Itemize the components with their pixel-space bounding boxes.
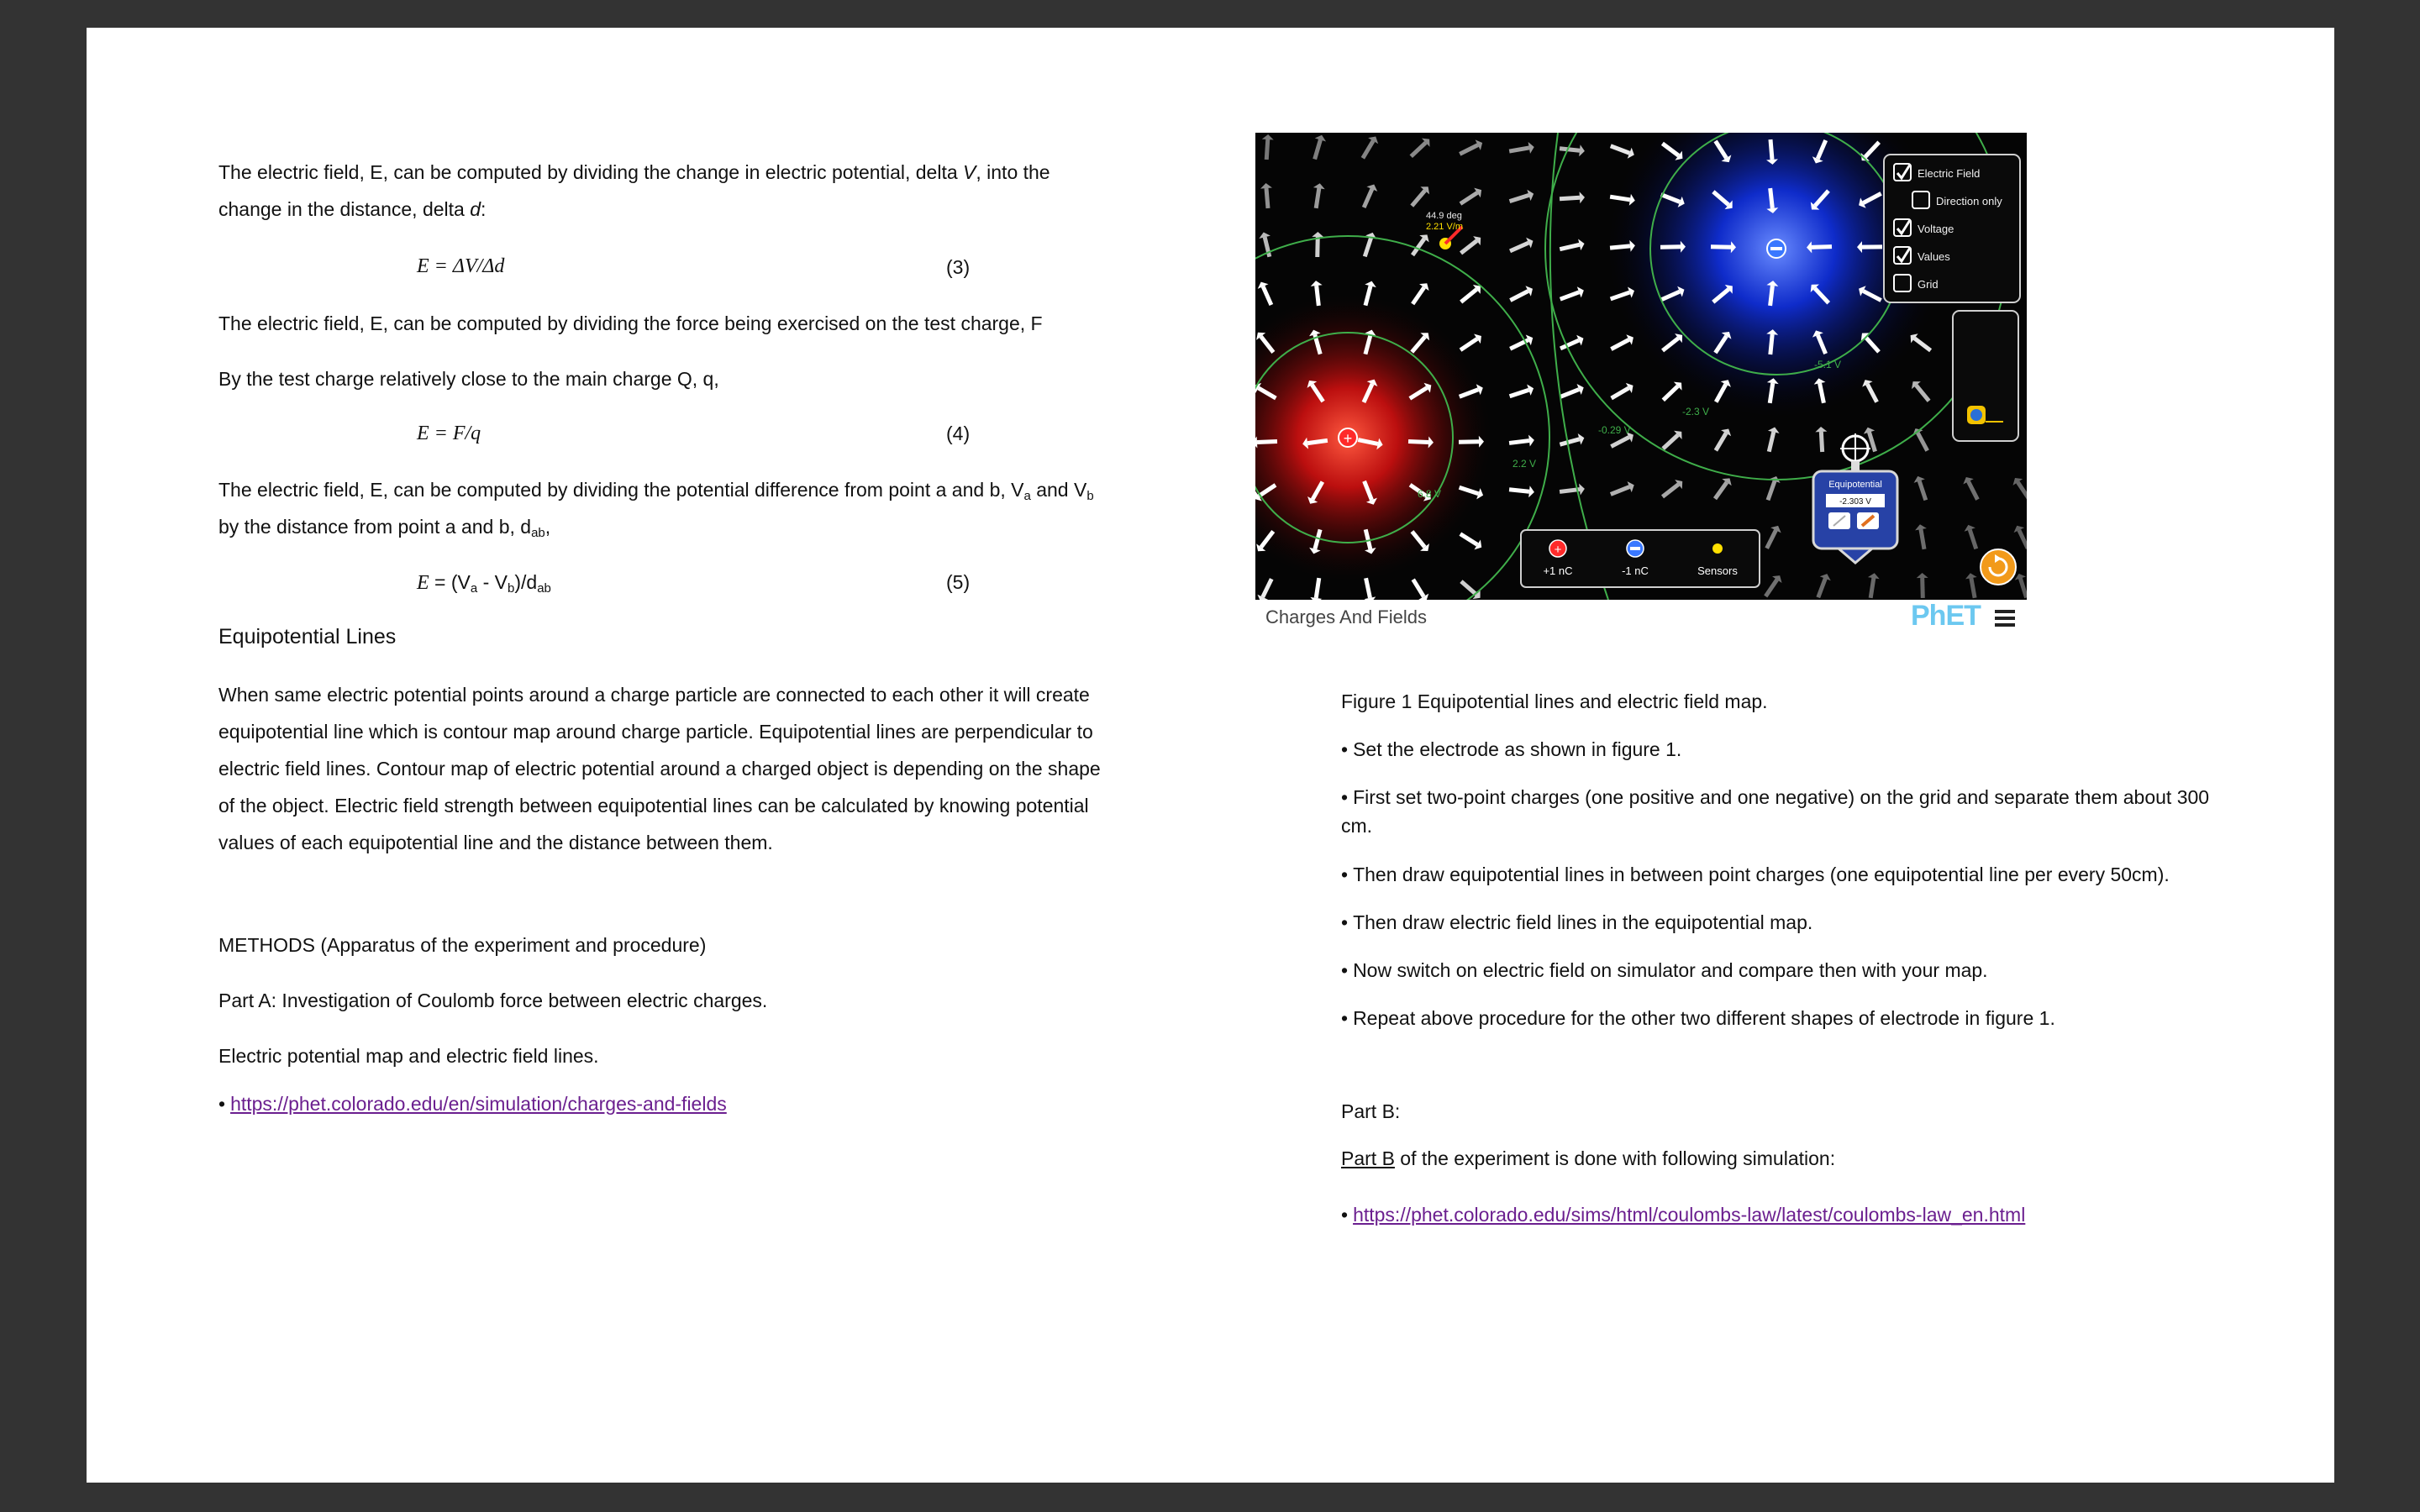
figure-caption: Figure 1 Equipotential lines and electric field map.: [1341, 690, 1768, 712]
field-arrow: [1821, 432, 1822, 452]
field-arrow: [1812, 247, 1832, 248]
voltage-label: -5.1 V: [1814, 359, 1842, 370]
paragraph-test-charge: By the test charge relatively close to the main charge Q, q,: [218, 368, 719, 390]
minus-charge-icon-sign: [1630, 547, 1640, 550]
voltage-label: 2.2 V: [1512, 458, 1537, 470]
checkbox-label: Direction only: [1936, 195, 2002, 207]
field-arrow: [1770, 139, 1772, 160]
simulation-canvas: [1255, 133, 2027, 600]
checkbox-label: Grid: [1918, 278, 1939, 291]
field-arrow: [1660, 247, 1681, 248]
part-a-heading: Part A: Investigation of Coulomb force between electric charges.: [218, 990, 768, 1011]
charge-toolbox: [1521, 530, 1760, 587]
paragraph-potential-diff-line2: by the distance from point a and b, $d_{ab}$,: [218, 516, 551, 540]
link-list-item: [1341, 1204, 2025, 1226]
voltage-label: -2.3 V: [1682, 406, 1710, 417]
link-list-item: [218, 1093, 727, 1116]
field-arrow: [1770, 188, 1773, 208]
bullet-item-continuation: cm.: [1341, 815, 1373, 837]
field-arrow: [1266, 139, 1268, 160]
part-b-heading: Part B:: [1341, 1100, 1401, 1122]
checkbox-label: Values: [1918, 250, 1950, 263]
field-arrow: [1316, 578, 1319, 598]
plus-charge-icon-sign: +: [1554, 543, 1562, 557]
charges-and-fields-simulation: [1255, 133, 2027, 600]
field-arrow: [1307, 440, 1328, 443]
equipotential-paragraph-line: values of each equipotential line and the distance between them.: [218, 832, 773, 853]
equipotential-title: Equipotential: [1828, 480, 1882, 490]
charges-and-fields-link[interactable]: https://phet.colorado.edu/en/simulation/charges-and-fields: [230, 1093, 727, 1115]
field-arrow: [1560, 149, 1580, 150]
field-arrow: [1266, 188, 1268, 208]
field-arrow: [1770, 383, 1773, 403]
voltage-label: 6.8 V: [1418, 488, 1442, 500]
paragraph-force: The electric field, E, can be computed by dividing the force being exercised on the test charge, F: [218, 312, 1043, 334]
heading-equipotential-lines: Equipotential Lines: [218, 625, 397, 648]
checkbox-label: Electric Field: [1918, 167, 1981, 180]
bullet-item: • Then draw electric field lines in the equipotential map.: [1341, 911, 1812, 934]
bullet-item: • Now switch on electric field on simulator and compare then with your map.: [1341, 959, 1988, 982]
sensor-toolbox-icon[interactable]: [1712, 543, 1723, 554]
sensor-angle: 44.9 deg: [1426, 211, 1462, 221]
field-arrow: [1317, 286, 1319, 306]
field-arrow: [1610, 246, 1630, 248]
phet-logo[interactable]: PhET: [1911, 600, 1981, 632]
checkbox[interactable]: [1894, 275, 1911, 291]
simulation-title-bar: [1255, 600, 2027, 633]
field-arrow: [1509, 441, 1529, 444]
equation-3-number: (3): [946, 256, 971, 278]
equation-5: $E = (V_a - V_b)/d_{ab}$: [417, 571, 551, 596]
paragraph-potential-diff-line1: The electric field, E, can be computed by dividing the potential difference from point a and b, $V_a$ and $V_b$: [218, 479, 1094, 503]
bullet-item: • First set two-point charges (one positive and one negative) on the grid and separate them about 300: [1341, 786, 2209, 809]
checkbox[interactable]: [1912, 192, 1929, 208]
map-title: Electric potential map and electric field lines.: [218, 1045, 599, 1067]
field-arrow: [1711, 247, 1731, 248]
methods-heading: METHODS (Apparatus of the experiment and procedure): [218, 934, 707, 956]
minus-charge-label: -1 nC: [1622, 564, 1649, 577]
field-arrow: [1459, 442, 1479, 443]
field-arrow: [1257, 441, 1277, 442]
paragraph-delta-v-line2: change in the distance, delta d:: [218, 198, 487, 220]
bullet-item: • Repeat above procedure for the other two different shapes of electrode in figure 1.: [1341, 1007, 2055, 1030]
equipotential-paragraph-line: of the object. Electric field strength between equipotential lines can be calculated by knowing potential: [218, 795, 1089, 816]
measuring-tape-icon-center: [1970, 409, 1982, 421]
coulombs-law-link[interactable]: https://phet.colorado.edu/sims/html/coulombs-law/latest/coulombs-law_en.html: [1353, 1204, 2026, 1226]
field-arrow: [1770, 334, 1772, 354]
negative-charge-sign: [1770, 247, 1782, 250]
positive-charge-sign: +: [1343, 430, 1353, 447]
toolbox-border: [1521, 530, 1760, 587]
field-arrow: [1509, 490, 1529, 491]
field-arrow: [1408, 441, 1428, 442]
equation-4-number: (4): [946, 423, 971, 444]
field-arrow: [1560, 197, 1580, 198]
reset-button[interactable]: [1981, 549, 2016, 585]
equipotential-value: -2.303 V: [1839, 497, 1871, 507]
equation-4: E = F/q: [417, 423, 481, 444]
crosshair-stem: [1851, 461, 1860, 471]
bullet-item: • Set the electrode as shown in figure 1.: [1341, 738, 1681, 761]
paragraph-delta-v-line1: The electric field, E, can be computed by dividing the change in electric potential, delta V, into the: [218, 161, 1050, 183]
hamburger-menu-icon[interactable]: [1995, 610, 2015, 627]
sensor-field: 2.21 V/m: [1426, 222, 1464, 232]
sensors-label: Sensors: [1697, 564, 1738, 577]
plus-charge-label: +1 nC: [1543, 564, 1573, 577]
equipotential-paragraph-line: equipotential line which is contour map around charge particle. Equipotential lines are perpendicular to: [218, 721, 1093, 743]
simulation-title: Charges And Fields: [1265, 606, 1427, 627]
part-b-description: Part B of the experiment is done with following simulation:: [1341, 1147, 1836, 1169]
equipotential-paragraph-line: electric field lines. Contour map of electric potential around a charged object is depending on the shape: [218, 758, 1101, 780]
checkbox-label: Voltage: [1918, 223, 1954, 235]
equipotential-paragraph-line: When same electric potential points around a charge particle are connected to each other it will create: [218, 684, 1090, 706]
equation-3: E = ΔV/Δd: [417, 255, 505, 277]
voltage-label: -0.29 V: [1598, 424, 1631, 436]
field-arrow: [1770, 286, 1773, 306]
equation-5-number: (5): [946, 571, 971, 593]
bullet-item: • Then draw equipotential lines in between point charges (one equipotential line per every 50cm).: [1341, 864, 2170, 886]
